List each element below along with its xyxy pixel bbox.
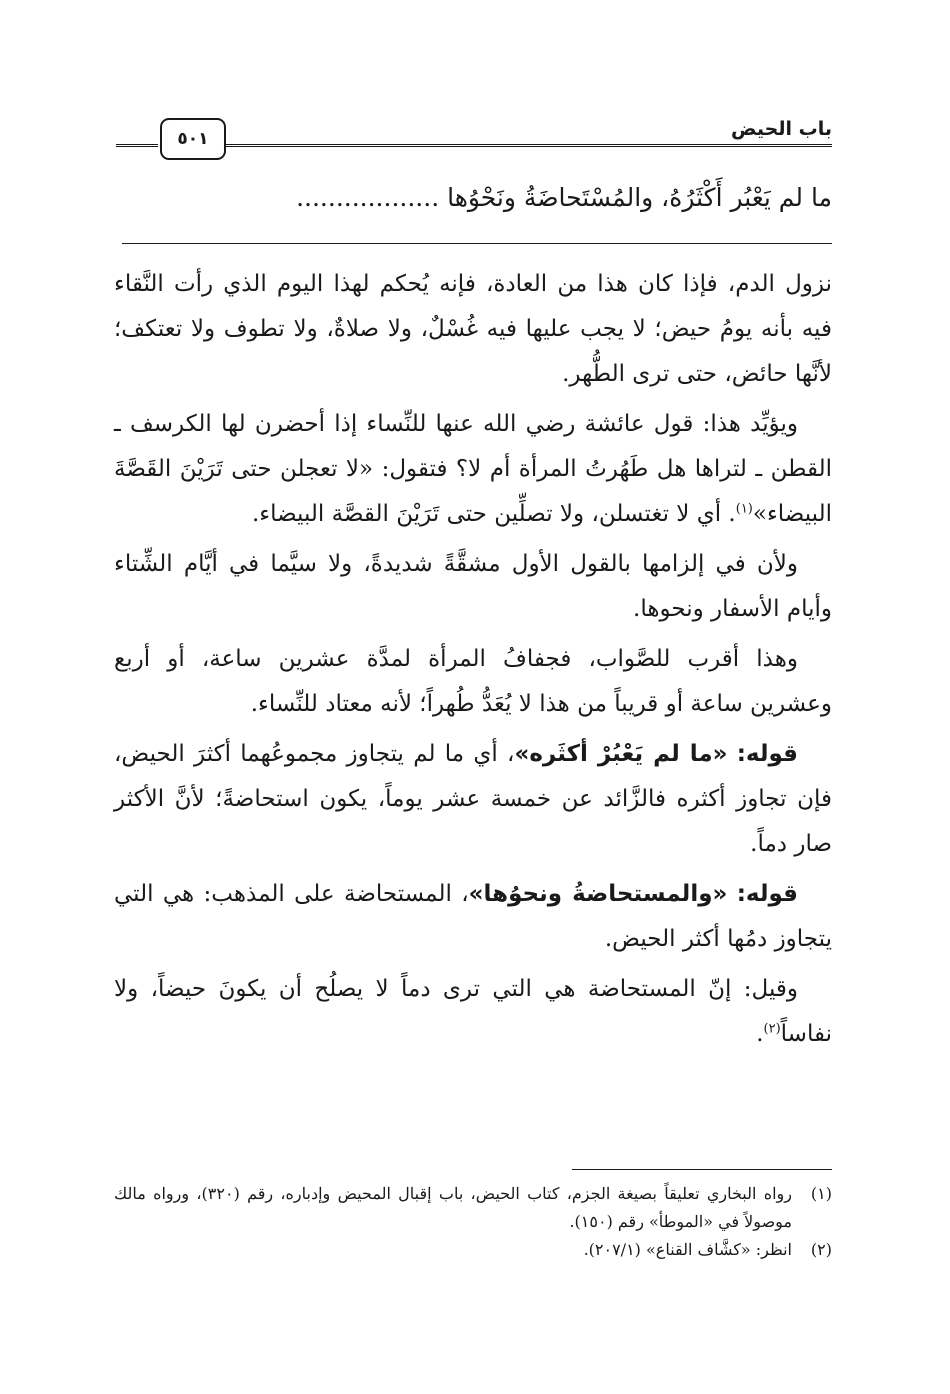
paragraph xyxy=(114,262,832,397)
page-number-box xyxy=(160,118,226,160)
footnote xyxy=(114,1236,832,1264)
paragraph xyxy=(114,637,832,727)
footnote xyxy=(114,1180,832,1236)
paragraph-text: ولأن في إلزامها بالقول الأول مشقَّةً شديدةً، ولا سيَّما في أيَّام الشِّتاء وأيام الأسفار ونحوها. xyxy=(114,551,832,622)
footnote-text: رواه البخاري تعليقاً بصيغة الجزم، كتاب الحيض، باب إقبال المحيض وإدباره، رقم (٣٢٠)، ورواه مالك موصولاً في «الموطأ» رقم (١٥٠). xyxy=(114,1184,793,1231)
footnote-number: (١) xyxy=(810,1184,832,1203)
footnote-number: (٢) xyxy=(810,1240,832,1259)
footnotes xyxy=(114,1180,832,1264)
paragraph xyxy=(114,967,832,1057)
paragraph-text: . xyxy=(756,1021,764,1047)
paragraph-text: . أي لا تغتسلن، ولا تصلِّين حتى تَرَيْنَ القصَّة البيضاء. xyxy=(251,501,736,527)
paragraph-text: ويؤيِّد هذا: قول عائشة رضي الله عنها للنِّساء إذا أحضرن لها الكرسف ـ القطن ـ لتراها هل طَهُرتُ المرأة أم لا؟ فتقول: «لا تعجلن حتى تَرَيْنَ القَصَّةَ البيضاء» xyxy=(114,411,832,527)
footnote-ref[interactable]: (٢) xyxy=(763,1021,781,1037)
footnote-separator xyxy=(572,1169,832,1170)
qawluhu-label: قوله: xyxy=(736,741,798,767)
paragraph-text: ، المستحاضة على المذهب: هي التي يتجاوز دمُها أكثر الحيض. xyxy=(114,881,832,952)
page-header xyxy=(116,108,832,158)
footnote-text: انظر: «كشَّاف القناع» (٢٠٧/١). xyxy=(583,1240,792,1259)
matn-quote: «والمستحاضةُ ونحوُها» xyxy=(468,881,728,907)
paragraph-text: نزول الدم، فإذا كان هذا من العادة، فإنه يُحكم لهذا اليوم الذي رأت النَّقاء فيه بأنه يومُ حيض؛ لا يجب عليها فيه غُسْلٌ، ولا صلاةٌ، ولا تطوف ولا تعتكف؛ لأنَّها حائض، حتى ترى الطُّهر. xyxy=(114,271,832,387)
paragraph xyxy=(114,542,832,632)
header-rule xyxy=(226,144,832,147)
page-number: ٥٠١ xyxy=(177,129,209,149)
commentary-body xyxy=(114,262,832,1062)
paragraph-text: وقيل: إنّ المستحاضة هي التي ترى دماً لا يصلُح أن يكونَ حيضاً، ولا نفاساً xyxy=(114,976,832,1047)
chapter-title: باب الحيض xyxy=(731,118,832,140)
paragraph-text: وهذا أقرب للصَّواب، فجفافُ المرأة لمدَّة عشرين ساعة، أو أربع وعشرين ساعة أو قريباً من هذا لا يُعَدُّ طُهراً؛ لأنه معتاد للنِّساء. xyxy=(114,646,832,717)
paragraph-text: ، أي ما لم يتجاوز مجموعُهما أكثرَ الحيض، فإن تجاوز أكثره فالزَّائد عن خمسة عشر يوماً، يكون استحاضةً؛ لأنَّ الأكثر صار دماً. xyxy=(114,741,832,857)
footnote-ref[interactable]: (١) xyxy=(735,501,753,517)
matn-separator xyxy=(122,243,832,244)
matn-quote: «ما لم يَعْبُرْ أكثَره» xyxy=(514,741,728,767)
paragraph xyxy=(114,732,832,867)
paragraph xyxy=(114,402,832,537)
matn-text: ما لم يَعْبُر أَكْثَرُهُ، والمُسْتَحاضَةُ ونَحْوُها .................. xyxy=(296,183,832,212)
header-rule-left xyxy=(116,144,158,147)
paragraph xyxy=(114,872,832,962)
qawluhu-label: قوله: xyxy=(736,881,798,907)
